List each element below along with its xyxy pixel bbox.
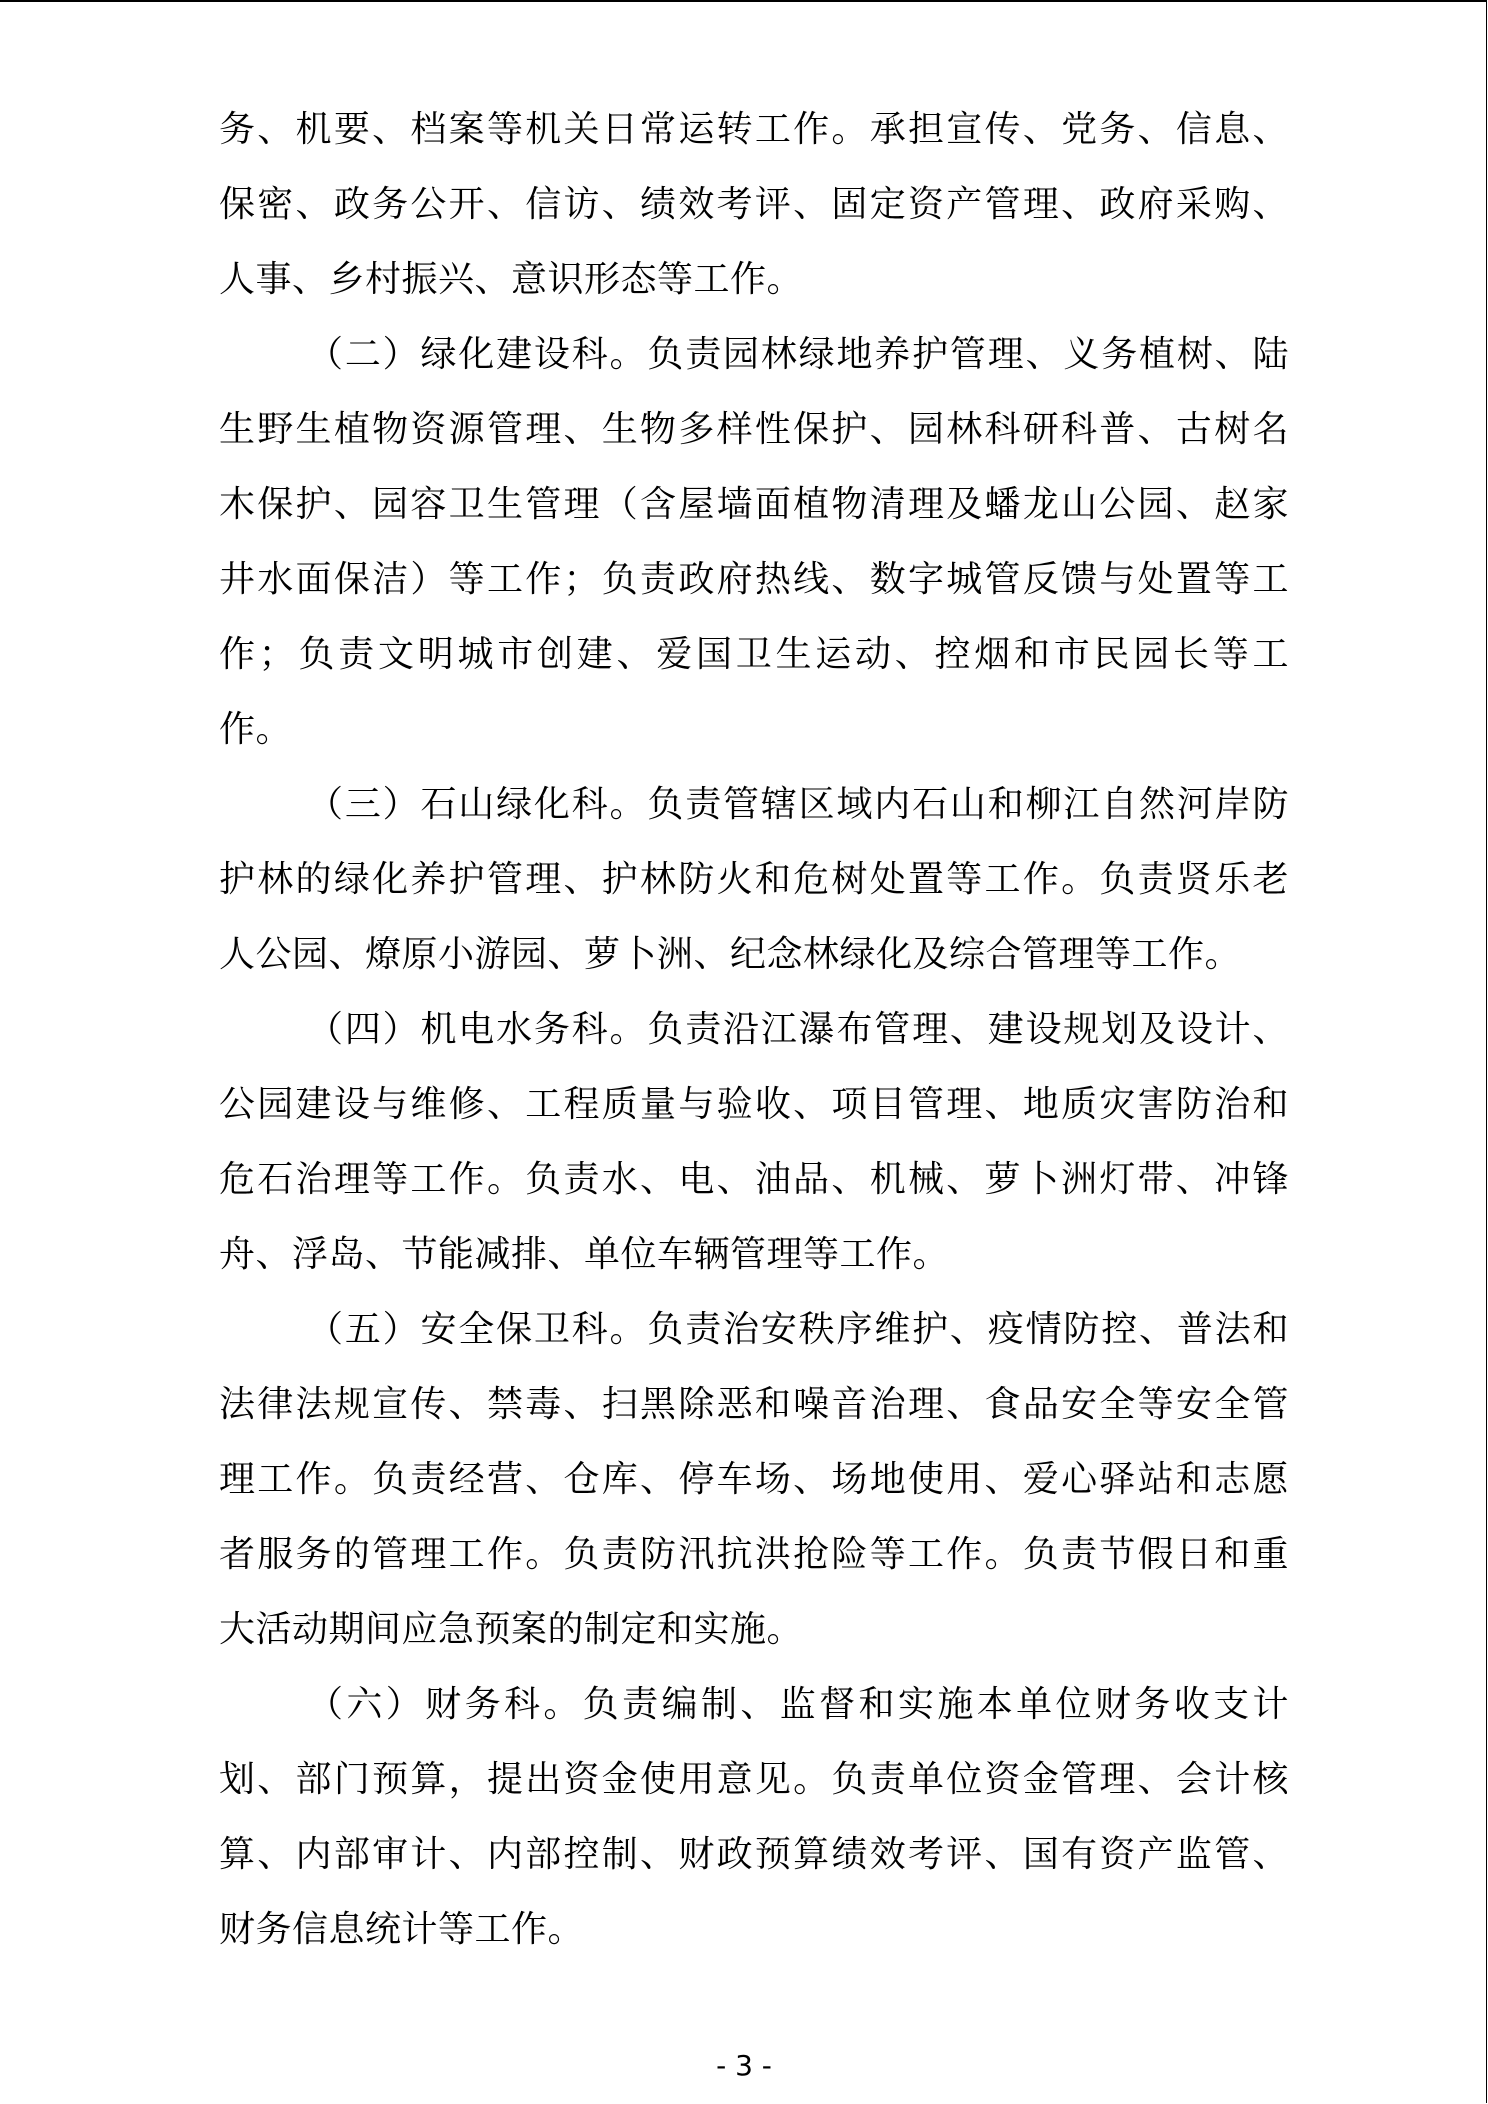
- section-heading-line: （五）安全保卫科。负责治安秩序维护、疫情防控、普法和: [307, 1309, 1289, 1350]
- text-line: 舟、浮岛、节能减排、单位车辆管理等工作。: [219, 1234, 950, 1275]
- text-line: 算、内部审计、内部控制、财政预算绩效考评、国有资产监管、: [219, 1834, 1289, 1875]
- section-heading-line: （三）石山绿化科。负责管辖区域内石山和柳江自然河岸防: [307, 784, 1289, 825]
- text-line: 危石治理等工作。负责水、电、油品、机械、萝卜洲灯带、冲锋: [219, 1159, 1289, 1200]
- text-line: 生野生植物资源管理、生物多样性保护、园林科研科普、古树名: [219, 409, 1289, 450]
- text-line: 作；负责文明城市创建、爱国卫生运动、控烟和市民园长等工: [219, 634, 1289, 675]
- text-line: 公园建设与维修、工程质量与验收、项目管理、地质灾害防治和: [219, 1084, 1289, 1125]
- text-line: 保密、政务公开、信访、绩效考评、固定资产管理、政府采购、: [219, 184, 1289, 225]
- text-line: 人事、乡村振兴、意识形态等工作。: [219, 259, 804, 300]
- text-line: 法律法规宣传、禁毒、扫黑除恶和噪音治理、食品安全等安全管: [219, 1384, 1289, 1425]
- page-number: - 3 -: [716, 2049, 772, 2082]
- text-line: 大活动期间应急预案的制定和实施。: [219, 1609, 804, 1650]
- text-line: 财务信息统计等工作。: [219, 1909, 585, 1950]
- section-heading-line: （六）财务科。负责编制、监督和实施本单位财务收支计: [307, 1684, 1289, 1725]
- text-line: 务、机要、档案等机关日常运转工作。承担宣传、党务、信息、: [219, 109, 1289, 150]
- text-line: 护林的绿化养护管理、护林防火和危树处置等工作。负责贤乐老: [219, 859, 1289, 900]
- section-heading-line: （二）绿化建设科。负责园林绿地养护管理、义务植树、陆: [307, 334, 1289, 375]
- text-line: 井水面保洁）等工作；负责政府热线、数字城管反馈与处置等工: [219, 559, 1289, 600]
- text-line: 木保护、园容卫生管理（含屋墙面植物清理及蟠龙山公园、赵家: [219, 484, 1289, 525]
- text-line: 划、部门预算，提出资金使用意见。负责单位资金管理、会计核: [219, 1759, 1289, 1800]
- text-line: 理工作。负责经营、仓库、停车场、场地使用、爱心驿站和志愿: [219, 1459, 1289, 1500]
- text-line: 作。: [219, 709, 293, 750]
- text-line: 者服务的管理工作。负责防汛抗洪抢险等工作。负责节假日和重: [219, 1534, 1289, 1575]
- text-line: 人公园、燎原小游园、萝卜洲、纪念林绿化及综合管理等工作。: [219, 934, 1242, 975]
- section-heading-line: （四）机电水务科。负责沿江瀑布管理、建设规划及设计、: [307, 1009, 1289, 1050]
